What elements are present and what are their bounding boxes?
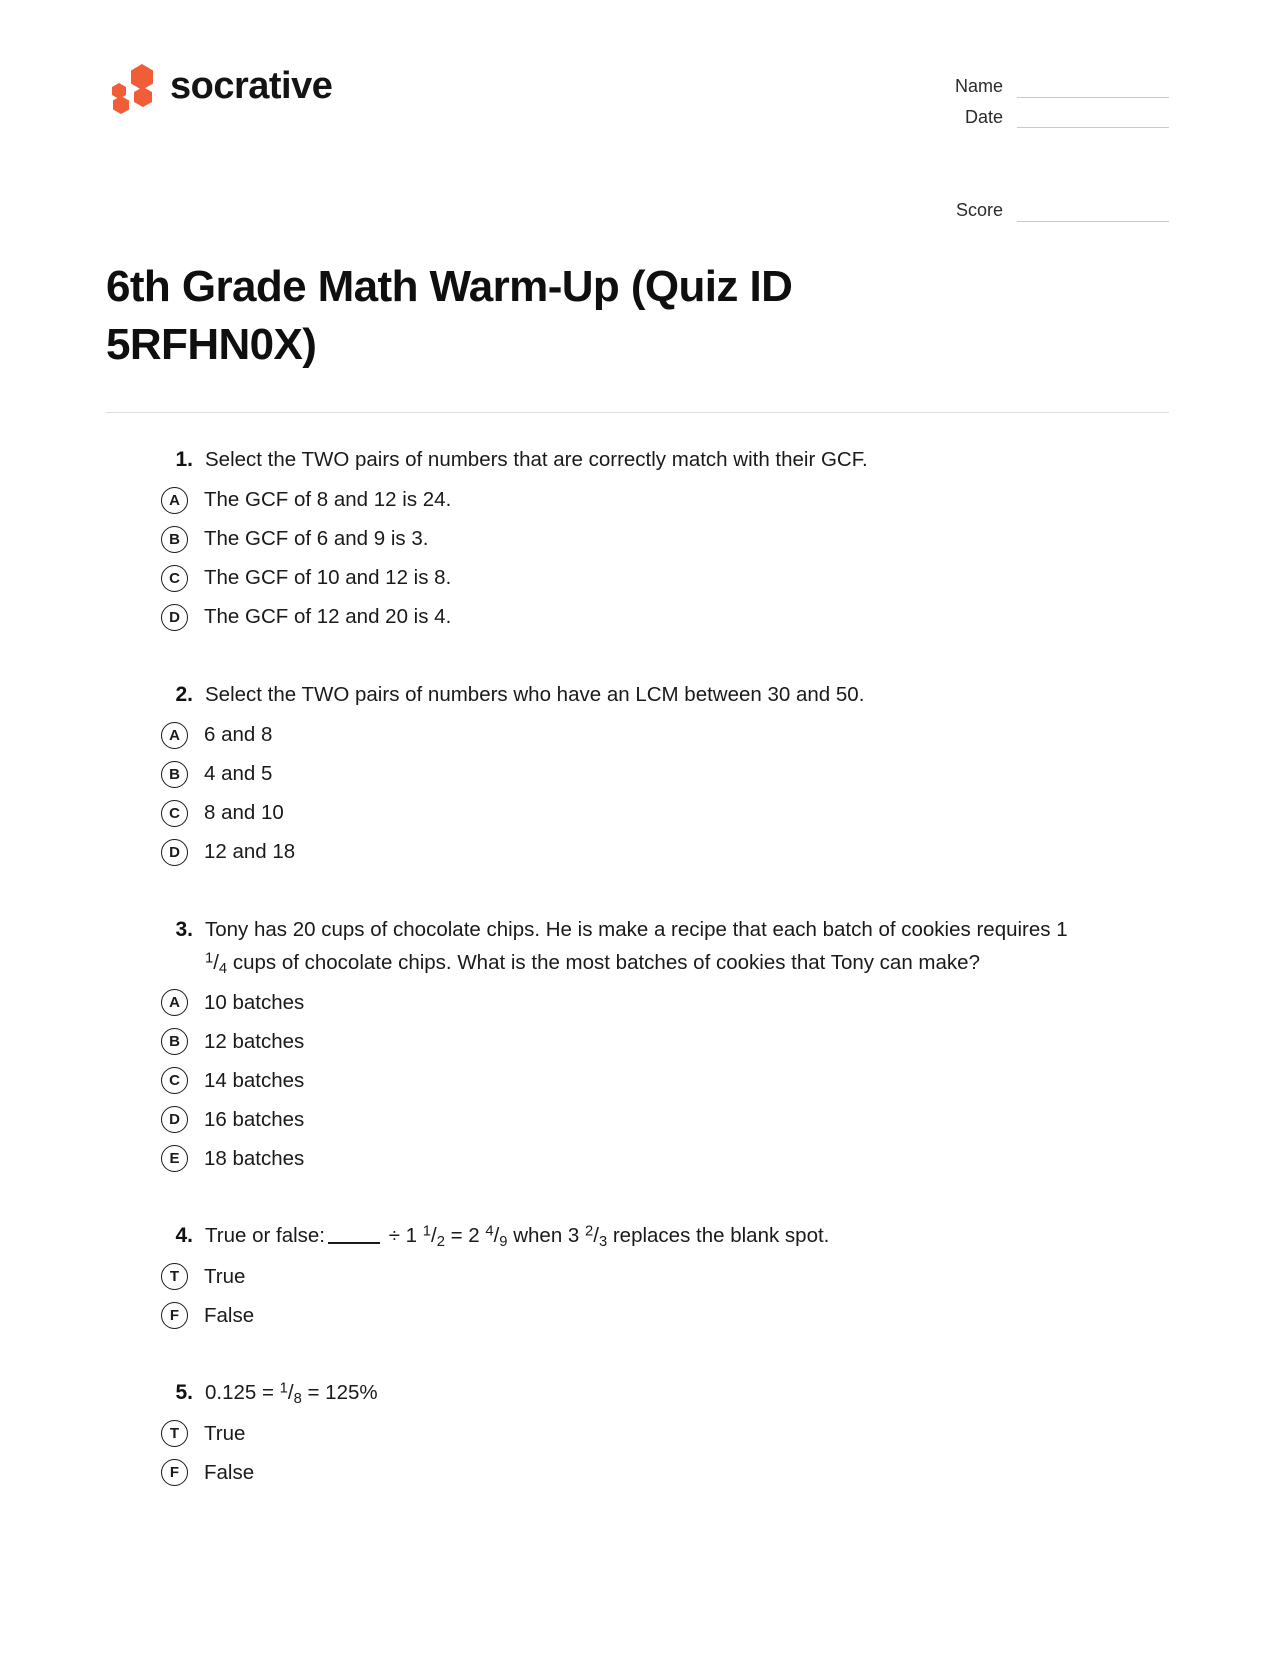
question-2-prompt: Select the TWO pairs of numbers who have an LCM between 30 and 50. — [205, 682, 865, 706]
option-label-2b: 4 and 5 — [204, 762, 273, 786]
question-4-prompt-eq: = 2 — [444, 1224, 486, 1248]
date-field-row — [937, 107, 1169, 129]
option-bubble-e[interactable]: E — [161, 1145, 188, 1172]
option-label-2d: 12 and 18 — [204, 840, 296, 864]
option-bubble-f[interactable]: F — [161, 1459, 188, 1486]
name-field-row — [937, 76, 1169, 98]
question-5-number: 5. — [175, 1381, 193, 1405]
option-1b[interactable] — [161, 523, 1169, 556]
brand-logo — [106, 60, 332, 114]
option-label-2a: 6 and 8 — [204, 723, 273, 747]
option-label-5-true: True — [204, 1421, 246, 1445]
fraction-numerator: 2 — [585, 1223, 594, 1240]
question-3-fraction: $^1/_4$ — [205, 950, 228, 978]
option-label-3d: 16 batches — [204, 1107, 305, 1131]
score-input-line[interactable] — [1017, 201, 1169, 222]
question-3-options — [161, 986, 1169, 1175]
question-3-header — [161, 913, 1169, 979]
question-4-prompt-tail: replaces the blank spot. — [607, 1224, 830, 1248]
option-3c[interactable] — [161, 1064, 1169, 1097]
option-label-3e: 18 batches — [204, 1146, 305, 1170]
option-label-4-true: True — [204, 1264, 246, 1288]
option-2b[interactable] — [161, 758, 1169, 791]
blank-answer-line[interactable] — [328, 1242, 380, 1244]
option-label-2c: 8 and 10 — [204, 801, 284, 825]
question-1 — [161, 443, 1169, 634]
score-field-row — [937, 200, 1169, 222]
option-bubble-d[interactable]: D — [161, 839, 188, 866]
question-5-prompt-tail: = 125% — [301, 1381, 378, 1405]
option-bubble-c[interactable]: C — [161, 800, 188, 827]
option-label-1a: The GCF of 8 and 12 is 24. — [204, 488, 452, 512]
option-bubble-d[interactable]: D — [161, 1106, 188, 1133]
question-2-number: 2. — [175, 682, 193, 706]
score-label: Score — [955, 200, 1003, 221]
fraction-denominator: 4 — [218, 961, 228, 978]
question-2-options — [161, 719, 1169, 869]
option-label-1b: The GCF of 6 and 9 is 3. — [204, 527, 429, 551]
fraction-numerator: 4 — [485, 1223, 494, 1240]
option-3a[interactable] — [161, 986, 1169, 1019]
question-5-fraction: $^1/_8$ — [279, 1380, 302, 1408]
name-label: Name — [954, 76, 1003, 96]
option-label-3a: 10 batches — [204, 990, 305, 1014]
name-input-line[interactable] — [1017, 77, 1169, 98]
question-4-prompt-when: when 3 — [507, 1224, 586, 1248]
question-1-header — [161, 443, 1169, 477]
option-bubble-d[interactable]: D — [161, 604, 188, 631]
question-2 — [161, 678, 1169, 869]
option-label-3b: 12 batches — [204, 1029, 305, 1053]
option-bubble-t[interactable]: T — [161, 1263, 188, 1290]
question-4-fraction-3: $^2/_3$ — [585, 1223, 608, 1251]
question-3 — [161, 913, 1169, 1175]
option-label-4-false: False — [204, 1303, 255, 1327]
question-4-fraction-2: $^4/_9$ — [485, 1223, 508, 1251]
fraction-denominator: 8 — [293, 1391, 302, 1408]
question-5 — [161, 1376, 1169, 1489]
option-5-true[interactable] — [161, 1417, 1169, 1450]
option-label-1c: The GCF of 10 and 12 is 8. — [204, 566, 452, 590]
option-1d[interactable] — [161, 601, 1169, 634]
student-info-fields — [937, 60, 1169, 231]
fraction-numerator: 1 — [422, 1223, 431, 1240]
option-label-1d: The GCF of 12 and 20 is 4. — [204, 605, 452, 629]
question-5-prompt — [205, 1376, 378, 1409]
question-1-number: 1. — [175, 447, 193, 471]
fraction-numerator: 1 — [279, 1380, 288, 1397]
question-4-number: 4. — [175, 1224, 193, 1248]
brand-name: socrative — [170, 65, 333, 107]
question-5-header — [161, 1376, 1169, 1410]
option-2d[interactable] — [161, 836, 1169, 869]
page-header — [106, 0, 1169, 231]
option-4-false[interactable] — [161, 1299, 1169, 1332]
option-1c[interactable] — [161, 562, 1169, 595]
fraction-denominator: 2 — [436, 1234, 445, 1251]
fraction-denominator: 9 — [499, 1234, 508, 1251]
option-2c[interactable] — [161, 797, 1169, 830]
option-1a[interactable] — [161, 484, 1169, 517]
page-title: 6th Grade Math Warm-Up (Quiz ID 5RFHN0X) — [106, 261, 793, 369]
option-bubble-a[interactable]: A — [161, 487, 188, 514]
fraction-denominator: 3 — [598, 1234, 608, 1251]
option-3e[interactable] — [161, 1142, 1169, 1175]
question-4-prompt — [205, 1219, 829, 1252]
question-3-number: 3. — [175, 917, 193, 941]
question-4-prompt-mid: ÷ 1 — [383, 1224, 423, 1248]
question-4-fraction-1: $^1/_2$ — [422, 1223, 445, 1251]
option-bubble-b[interactable]: B — [161, 526, 188, 553]
question-1-options — [161, 484, 1169, 634]
question-2-header — [161, 678, 1169, 712]
option-5-false[interactable] — [161, 1456, 1169, 1489]
option-3d[interactable] — [161, 1103, 1169, 1136]
fraction-numerator: 1 — [205, 950, 214, 967]
question-5-prompt-lead: 0.125 = — [205, 1381, 280, 1405]
socrative-hexagon-logo-icon — [106, 60, 156, 114]
question-4-options — [161, 1260, 1169, 1332]
question-4-header — [161, 1219, 1169, 1253]
option-bubble-t[interactable]: T — [161, 1420, 188, 1447]
question-3-prompt — [205, 913, 1090, 979]
option-bubble-a[interactable]: A — [161, 722, 188, 749]
question-1-prompt: Select the TWO pairs of numbers that are correctly match with their GCF. — [205, 447, 868, 471]
question-3-prompt-part1: Tony has 20 cups of chocolate chips. He is make a recipe that each batch of cookies requires 1 — [205, 917, 1068, 941]
header-divider — [106, 412, 1169, 413]
option-label-5-false: False — [204, 1460, 255, 1484]
option-2a[interactable] — [161, 719, 1169, 752]
question-4-prompt-lead: True or false: — [205, 1224, 326, 1248]
option-bubble-c[interactable]: C — [161, 565, 188, 592]
option-4-true[interactable] — [161, 1260, 1169, 1293]
date-input-line[interactable] — [1017, 107, 1169, 128]
question-5-options — [161, 1417, 1169, 1489]
option-bubble-a[interactable]: A — [161, 989, 188, 1016]
option-bubble-f[interactable]: F — [161, 1302, 188, 1329]
option-bubble-b[interactable]: B — [161, 761, 188, 788]
option-bubble-b[interactable]: B — [161, 1028, 188, 1055]
option-bubble-c[interactable]: C — [161, 1067, 188, 1094]
date-label: Date — [964, 106, 1003, 127]
option-3b[interactable] — [161, 1025, 1169, 1058]
question-list — [106, 443, 1169, 1489]
question-4 — [161, 1219, 1169, 1332]
question-3-prompt-part2: cups of chocolate chips. What is the most batches of cookies that Tony can make? — [227, 951, 980, 975]
option-label-3c: 14 batches — [204, 1068, 305, 1092]
